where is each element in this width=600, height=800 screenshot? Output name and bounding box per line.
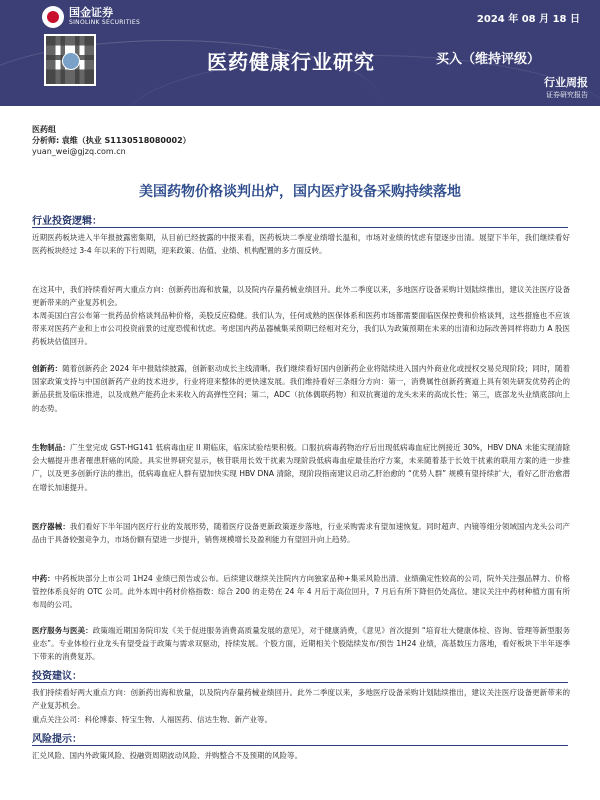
section-divider: [32, 682, 568, 683]
medical-service-label: 医疗服务与医美：: [32, 626, 93, 635]
rating-badge: 买入（维持评级）: [435, 52, 540, 67]
innovative-drug-label: 创新药：: [32, 364, 63, 373]
analyst-name: 袁维（执业 S1130518080002）: [61, 136, 191, 145]
company-logo: [42, 6, 140, 28]
innovative-drug-paragraph: 创新药：随着创新药企 2024 年中报陆续披露，创新驱动成长主线清晰。我们继续看好国内创新药企业将陆续进入国内外商业化或授权交易兑现阶段；同时，随着国家政策支持与中国创新药产业的技术进步，行业将迎来整体的更快速发展。我们维持看好三条细分方向：第一，消费属性创新药赛道上具有领先研发优势药企的新品获批及临床推进，以及成熟产能药企未来收入的高弹性空间；第二，ADC（抗体偶联药物）和双抗赛道的龙头未来的高成长性；第三，底部龙头业绩底部向上的态势。: [32, 364, 571, 413]
analyst-info: [32, 124, 191, 157]
report-subtype: 证券研究报告: [546, 91, 588, 99]
section-divider: [32, 227, 568, 228]
tcm-paragraph: 中药：中药板块部分上市公司 1H24 业绩已预告或公布。后续建议继续关注院内方向独家品种+集采风险出清、业绩确定性较高的公司，院外关注强品牌力、价格管控体系良好的 OTC 公司。此外本周中药材价格指数：综合 200 的走势在 24 年 4 月后于高位回升，7 月后有所下降但仍处高位。建议关注中药材种植方面有所布局的公司。: [32, 574, 570, 610]
group-name: 医药组: [32, 125, 56, 134]
tcm-label: 中药：: [32, 574, 55, 583]
section-divider: [32, 745, 568, 746]
logic-paragraph: 近期医药板块进入半年报披露密集期，从目前已经披露的中报来看，医药板块二季度业绩增长温和，市场对业绩的忧虑有望逐步出清。展望下半年，我们继续看好医药板块经过 3-4 年以来的下行周期，迎来政策、估值、业绩、机构配置的多方面反转。: [32, 233, 570, 256]
analyst-label: 分析师:: [32, 136, 60, 145]
section-title-logic: 行业投资逻辑：: [32, 216, 102, 227]
qr-code-icon: [44, 34, 96, 86]
medical-device-paragraph: 医疗器械：我们看好下半年国内医疗行业的发展形势，随着医疗设备更新政策逐步落地，行业采购需求有望加速恢复。同时超声、内镜等细分领域国内龙头公司产品由于具备较强竞争力，市场份额有望进一步提升，销售规模增长及盈利能力有望回升向上趋势。: [32, 522, 571, 545]
advice-paragraph: 我们持续看好两大重点方向：创新药出海和放量，以及院内存量药械业绩回升。此外二季度以来，多地医疗设备采购计划陆续推出，建议关注医疗设备更新带来的产业复苏机会。: [32, 688, 570, 711]
logic-paragraph: 在这其中，我们持续看好两大重点方向：创新药出海和放量，以及院内存量药械业绩回升。此外二季度以来，多地医疗设备采购计划陆续推出，建议关注医疗设备更新带来的产业复苏机会。: [32, 285, 570, 308]
medical-service-paragraph: 医疗服务与医美：政策端近期国务院印发《关于促进服务消费高质量发展的意见》，对于健康消费，《意见》首次提到 “培育壮大健康体检、咨询、管理等新型服务业态”。专业体检行业龙头有望受益于政策与需求双驱动，持续发展。个股方面，近期相关个股陆续发布/预告 1H24 业绩，高基数压力落地，看好板块下半年逐季下带来的消费复苏。: [32, 626, 570, 662]
report-header-banner: [0, 0, 600, 106]
logo-name-en: SINOLINK SECURITIES: [69, 19, 141, 26]
headline: 美国药物价格谈判出炉，国内医疗设备采购持续落地: [139, 184, 461, 200]
advice-paragraph: 重点关注公司：科伦博泰、特宝生物、人福医药、信达生物、新产业等。: [32, 715, 272, 724]
logo-icon: [42, 6, 64, 28]
risk-paragraph: 汇兑风险、国内外政策风险、投融资周期波动风险、并购整合不及预期的风险等。: [32, 751, 302, 760]
report-date: 2024 年 08 月 18 日: [476, 14, 580, 25]
biologics-label: 生物制品：: [32, 443, 70, 452]
section-title-advice: 投资建议：: [32, 671, 82, 682]
report-type: 行业周报: [544, 76, 588, 89]
biologics-paragraph: 生物制品：广生堂完成 GST-HG141 低病毒血症 II 期临床，临床试验结果积极。口服抗病毒药物治疗后出现低病毒血症比例接近 30%，HBV DNA 未能实现清除会大幅提升患者罹患肝癌的风险。具实世界研究显示，核苷联用长效干扰素为现阶段低病毒血症最佳治疗方案，未来随着基于长效干扰素的联用方案的进一步推广，以及更多创新疗法的推出，低病毒血症人群有望加快实现 HBV DNA 清除，现阶段指南建议启动乙肝治愈的 “优势人群” 规模有望持续扩大，看好乙肝治愈潜在增长加速提升。: [32, 443, 570, 492]
section-title-risk: 风险提示：: [32, 734, 82, 745]
medical-device-label: 医疗器械：: [32, 522, 70, 531]
analyst-email[interactable]: yuan_wei@gjzq.com.cn: [32, 147, 126, 156]
report-title: 医药健康行业研究: [207, 50, 375, 74]
logo-name-cn: 国金证券: [69, 6, 113, 19]
logic-paragraph: 本周美国白宫公布第一批药品价格谈判品种价格，美股反应稳健。我们认为，任何成熟的医保体系和医药市场都需要面临医保控费和价格谈判，这些措施也不应该带来对医药产业和上市公司投资前景的过度恐慌和忧虑。考虑国内药品器械集采预期已经相对充分，我们认为政策预期在未来的出清和边际改善同样将助力 A 股医药板块估值回升。: [32, 311, 570, 347]
